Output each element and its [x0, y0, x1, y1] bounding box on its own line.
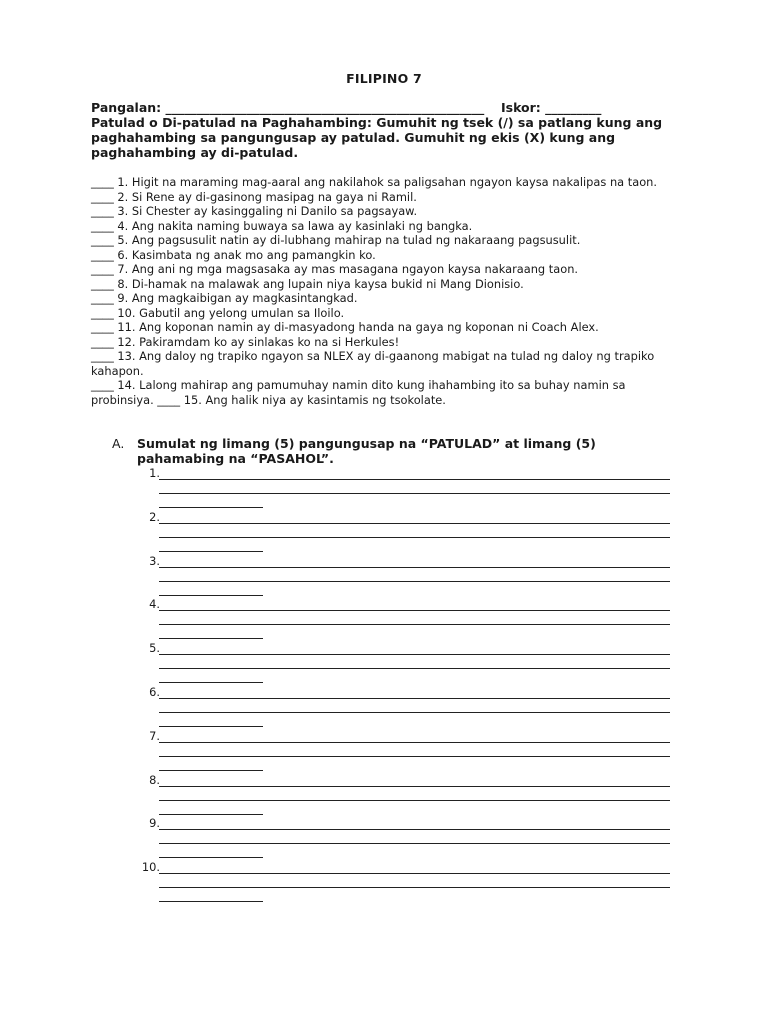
answer-block[interactable] — [133, 685, 678, 729]
answer-number: 3. — [149, 553, 160, 568]
answer-number: 5. — [149, 641, 160, 656]
answer-line — [159, 901, 263, 902]
answer-line — [159, 786, 670, 787]
section-a-marker: A. — [112, 436, 125, 451]
answer-line — [159, 873, 670, 874]
answer-line — [159, 742, 670, 743]
answer-block[interactable] — [133, 554, 678, 598]
answer-block[interactable] — [133, 729, 678, 773]
answer-number: 9. — [149, 816, 160, 831]
list-item: ____ 10. Gabutil ang yelong umulan sa Iloilo. — [91, 305, 345, 320]
answer-line — [159, 682, 263, 683]
answer-block[interactable] — [133, 597, 678, 641]
answer-block[interactable] — [133, 466, 678, 510]
list-item: ____ 2. Si Rene ay di-gasinong masipag na gaya ni Ramil. — [91, 189, 417, 204]
list-item: ____ 7. Ang ani ng mga magsasaka ay mas masagana ngayon kaysa nakaraang taon. — [91, 262, 579, 276]
answer-line — [159, 523, 670, 524]
instructions: Patulad o Di-patulad na Paghahambing: Gumuhit ng tsek (/) sa patlang kung ang paghahambing sa pangungusap ay patulad. Gumuhit ng ekis (X) kung ang paghahambing ay di-patulad. — [91, 115, 663, 160]
answer-line — [159, 567, 670, 568]
list-item: ____ 6. Kasimbata ng anak mo ang pamangkin ko. — [91, 247, 376, 262]
answer-line — [159, 668, 670, 669]
list-item: ____ 5. Ang pagsusulit natin ay di-lubhang mahirap na tulad ng nakaraang pagsusulit. — [91, 233, 581, 247]
answer-lines — [133, 466, 678, 904]
answer-number: 10. — [141, 860, 160, 875]
answer-number: 6. — [149, 684, 160, 699]
answer-line — [159, 479, 670, 480]
list-item: ____ 14. Lalong mahirap ang pamumuhay namin dito kung ihahambing ito sa buhay namin sa probinsiya. ____ 15. Ang halik niya ay kasintamis ng tsokolate. — [91, 378, 626, 407]
answer-line — [159, 581, 670, 582]
answer-line — [159, 551, 263, 552]
list-item: ____ 9. Ang magkaibigan ay magkasintangkad. — [91, 291, 358, 305]
answer-line — [159, 800, 670, 801]
answer-line — [159, 493, 670, 494]
list-item: ____ 8. Di-hamak na malawak ang lupain niya kaysa bukid ni Mang Dionisio. — [91, 276, 524, 291]
score-field-label: Iskor: _________ — [500, 100, 602, 115]
list-item: ____ 13. Ang daloy ng trapiko ngayon sa NLEX ay di-gaanong mabigat na tulad ng daloy ng trapiko kahapon. — [91, 349, 655, 378]
answer-line — [159, 756, 670, 757]
answer-line — [159, 624, 670, 625]
list-item: ____ 11. Ang koponan namin ay di-masyadong handa na gaya ng koponan ni Coach Alex. — [91, 320, 599, 334]
list-item: ____ 1. Higit na maraming mag-aaral ang nakilahok sa paligsahan ngayon kaysa nakalipas na taon. — [91, 175, 658, 189]
answer-line — [159, 638, 263, 639]
answer-line — [159, 857, 263, 858]
item-list — [91, 175, 676, 407]
answer-line — [159, 843, 670, 844]
answer-line — [159, 887, 670, 888]
list-item: ____ 4. Ang nakita naming buwaya sa lawa ay kasinlaki ng bangka. — [91, 218, 473, 233]
name-field-label: Pangalan: ___________________________________________________ — [91, 100, 485, 115]
answer-line — [159, 595, 263, 596]
answer-line — [159, 770, 263, 771]
answer-block[interactable] — [133, 641, 678, 685]
answer-block[interactable] — [133, 773, 678, 817]
page-title: FILIPINO 7 — [346, 71, 422, 86]
answer-line — [159, 829, 670, 830]
answer-line — [159, 726, 263, 727]
header-line — [91, 100, 661, 115]
answer-line — [159, 654, 670, 655]
answer-line — [159, 712, 670, 713]
section-a-text: Sumulat ng limang (5) pangungusap na “PATULAD” at limang (5) pahamabing na “PASAHOL”. — [137, 436, 596, 466]
answer-line — [159, 537, 670, 538]
section-a-heading — [112, 436, 682, 466]
answer-line — [159, 814, 263, 815]
answer-number: 4. — [149, 597, 160, 612]
answer-line — [159, 698, 670, 699]
answer-block[interactable] — [133, 510, 678, 554]
answer-number: 1. — [149, 466, 160, 480]
answer-block[interactable] — [133, 860, 678, 904]
answer-block[interactable] — [133, 816, 678, 860]
answer-number: 7. — [149, 728, 160, 743]
answer-line — [159, 610, 670, 611]
list-item: ____ 3. Si Chester ay kasinggaling ni Danilo sa pagsayaw. — [91, 204, 418, 218]
answer-number: 2. — [149, 509, 160, 524]
answer-line — [159, 507, 263, 508]
list-item: ____ 12. Pakiramdam ko ay sinlakas ko na si Herkules! — [91, 334, 400, 349]
answer-number: 8. — [149, 772, 160, 787]
